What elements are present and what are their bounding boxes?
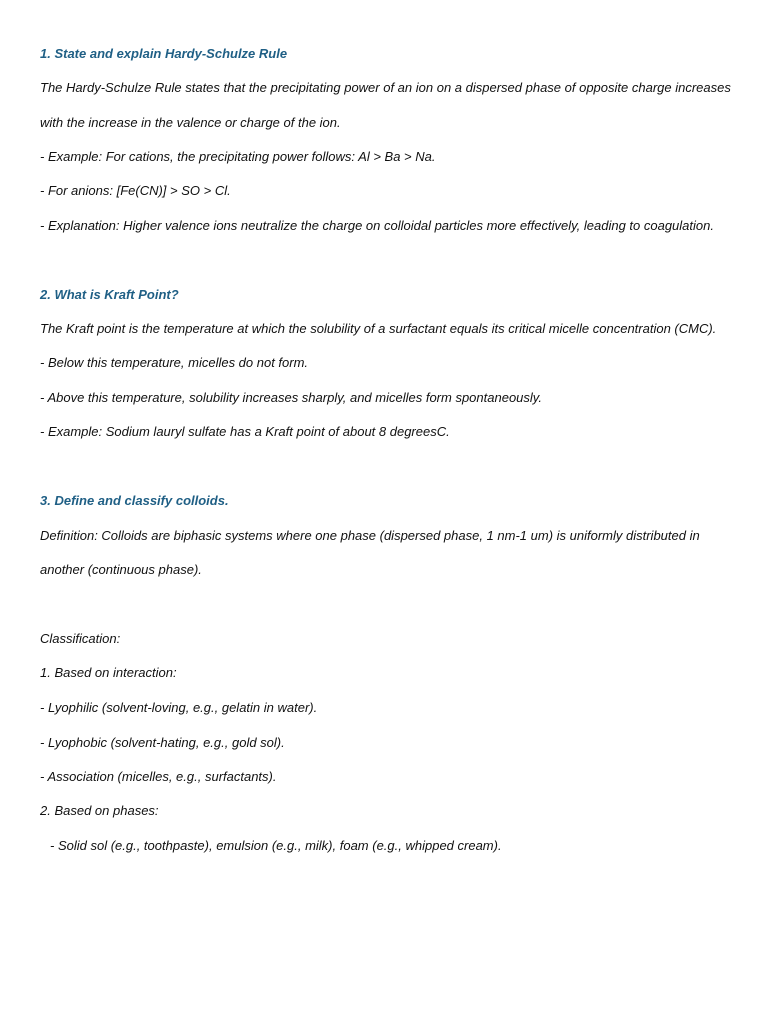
section-2-definition: The Kraft point is the temperature at which the solubility of a surfactant equals its critical micelle concentration (CMC). [40, 321, 717, 336]
section-3-association-item: - Association (micelles, e.g., surfactants). [40, 769, 277, 784]
section-3-heading: 3. Define and classify colloids. [40, 493, 229, 508]
section-3-phases-item: - Solid sol (e.g., toothpaste), emulsion (e.g., milk), foam (e.g., whipped cream). [50, 838, 502, 853]
section-2-example: - Example: Sodium lauryl sulfate has a Kraft point of about 8 degreesC. [40, 424, 450, 439]
section-1-paragraph-line-2: with the increase in the valence or charge of the ion. [40, 115, 341, 130]
section-1-paragraph-line-1: The Hardy-Schulze Rule states that the precipitating power of an ion on a dispersed phase of opposite charge increases [40, 80, 731, 95]
section-1-example-anions: - For anions: [Fe(CN)] > SO > Cl. [40, 183, 231, 198]
section-1-example-cations: - Example: For cations, the precipitating power follows: Al > Ba > Na. [40, 149, 436, 164]
section-2-below-point: - Below this temperature, micelles do not form. [40, 355, 309, 370]
section-3-interaction-heading: 1. Based on interaction: [40, 665, 177, 680]
section-3-definition-line-2: another (continuous phase). [40, 562, 202, 577]
section-1-explanation: - Explanation: Higher valence ions neutralize the charge on colloidal particles more effectively, leading to coagulation. [40, 218, 714, 233]
section-3-phases-heading: 2. Based on phases: [40, 803, 159, 818]
section-3-classification-label: Classification: [40, 631, 121, 646]
section-1-heading: 1. State and explain Hardy-Schulze Rule [40, 46, 288, 61]
section-3-definition-line-1: Definition: Colloids are biphasic systems where one phase (dispersed phase, 1 nm-1 um) is uniformly distributed in [40, 528, 700, 543]
section-3-lyophilic-item: - Lyophilic (solvent-loving, e.g., gelatin in water). [40, 700, 318, 715]
section-3-lyophobic-item: - Lyophobic (solvent-hating, e.g., gold sol). [40, 735, 285, 750]
section-2-heading: 2. What is Kraft Point? [40, 287, 179, 302]
section-2-above-point: - Above this temperature, solubility increases sharply, and micelles form spontaneously. [40, 390, 542, 405]
